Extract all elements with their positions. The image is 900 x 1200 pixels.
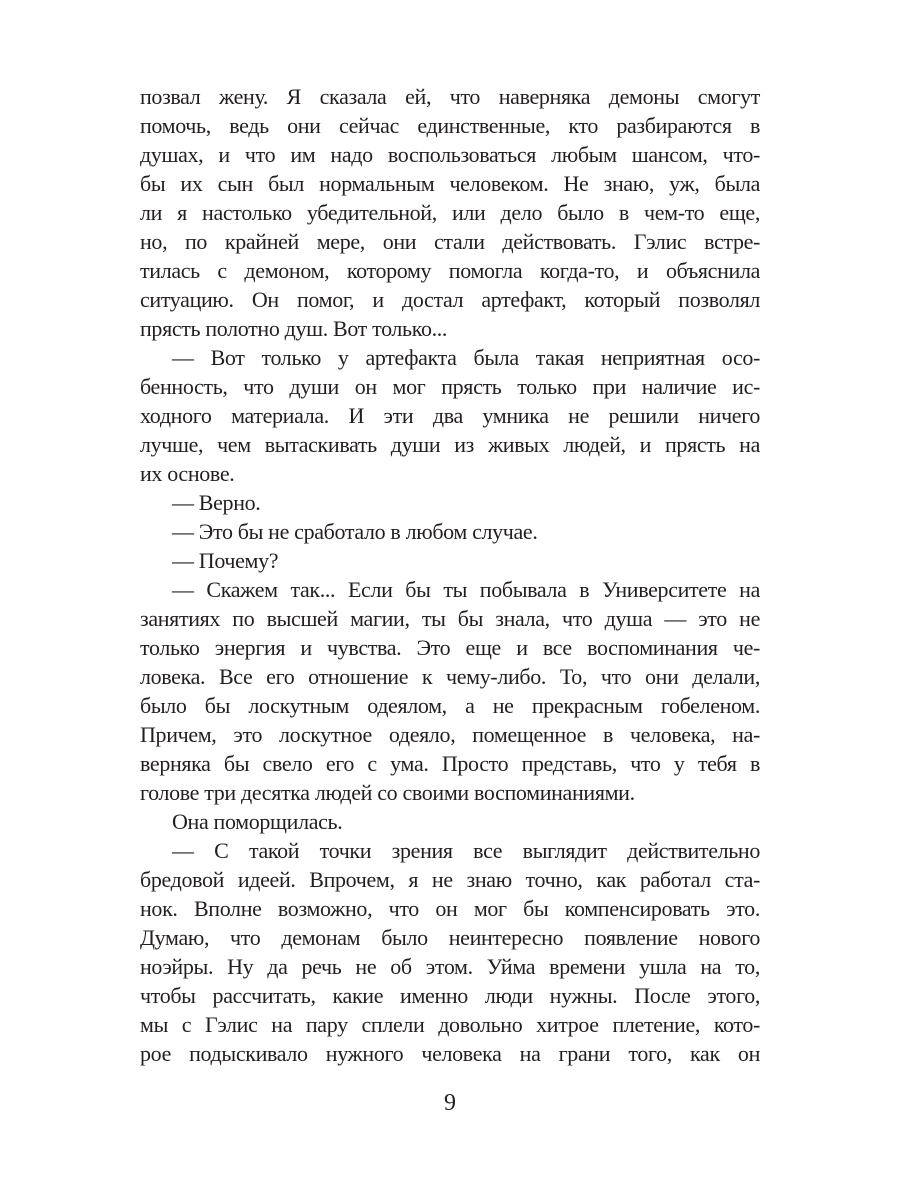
- text-line: бенность, что души он мог прясть только при наличие ис-: [140, 374, 760, 399]
- paragraph: [140, 807, 760, 836]
- text-line: нок. Вполне возможно, что он мог бы компенсировать это.: [140, 896, 760, 921]
- text-line: помочь, ведь они сейчас единственные, кто разбираются в: [140, 113, 760, 138]
- paragraph: [140, 575, 760, 807]
- text-line: мы с Гэлис на пару сплели довольно хитрое плетение, кото-: [140, 1012, 760, 1037]
- text-line: было бы лоскутным одеялом, а не прекрасным гобеленом.: [140, 693, 760, 718]
- text-line: прясть полотно душ. Вот только...: [140, 316, 448, 341]
- text-line: — С такой точки зрения все выглядит действительно: [172, 838, 760, 863]
- text-line: ходного материала. И эти два умника не решили ничего: [140, 403, 760, 428]
- text-line: Причем, это лоскутное одеяло, помещенное в человека, на-: [140, 722, 760, 747]
- paragraph: [140, 517, 760, 546]
- text-line: — Вот только у артефакта была такая неприятная осо-: [172, 345, 760, 370]
- text-line: ноэйры. Ну да речь не об этом. Уйма времени ушла на то,: [140, 954, 760, 979]
- text-line: — Скажем так... Если бы ты побывала в Университете на: [172, 577, 760, 602]
- paragraph: [140, 343, 760, 488]
- text-line: — Почему?: [172, 548, 279, 573]
- text-line: Она поморщилась.: [172, 809, 343, 834]
- text-line: только энергия и чувства. Это еще и все воспоминания че-: [140, 635, 760, 660]
- text-line: — Это бы не сработало в любом случае.: [172, 519, 538, 544]
- text-line: чтобы рассчитать, какие именно люди нужны. После этого,: [140, 983, 760, 1008]
- paragraph: [140, 836, 760, 1068]
- text-line: — Верно.: [172, 490, 261, 515]
- text-line: но, по крайней мере, они стали действовать. Гэлис встре-: [140, 229, 760, 254]
- text-line: ловека. Все его отношение к чему-либо. То, что они делали,: [140, 664, 760, 689]
- text-line: верняка бы свело его с ума. Просто представь, что у тебя в: [140, 751, 760, 776]
- page-number: 9: [444, 1090, 456, 1116]
- paragraph: [140, 488, 760, 517]
- text-line: рое подыскивало нужного человека на грани того, как он: [140, 1041, 760, 1066]
- text-line: Думаю, что демонам было неинтересно появление нового: [140, 925, 760, 950]
- text-line: ли я настолько убедительной, или дело было в чем-то еще,: [140, 200, 760, 225]
- text-line: бредовой идеей. Впрочем, я не знаю точно, как работал ста-: [140, 867, 760, 892]
- book-page-text: [140, 82, 760, 1068]
- text-line: лучше, чем вытаскивать души из живых людей, и прясть на: [140, 432, 760, 457]
- text-line: голове три десятка людей со своими воспоминаниями.: [140, 780, 635, 805]
- text-line: душах, и что им надо воспользоваться любым шансом, что-: [140, 142, 760, 167]
- text-line: бы их сын был нормальным человеком. Не знаю, уж, была: [140, 171, 760, 196]
- text-line: ситуацию. Он помог, и достал артефакт, который позволял: [140, 287, 760, 312]
- text-line: занятиях по высшей магии, ты бы знала, что душа — это не: [140, 606, 760, 631]
- paragraph: [140, 546, 760, 575]
- text-line: позвал жену. Я сказала ей, что наверняка демоны смогут: [140, 84, 760, 109]
- text-line: их основе.: [140, 461, 235, 486]
- paragraph: [140, 82, 760, 343]
- text-line: тилась с демоном, которому помогла когда-то, и объяснила: [140, 258, 760, 283]
